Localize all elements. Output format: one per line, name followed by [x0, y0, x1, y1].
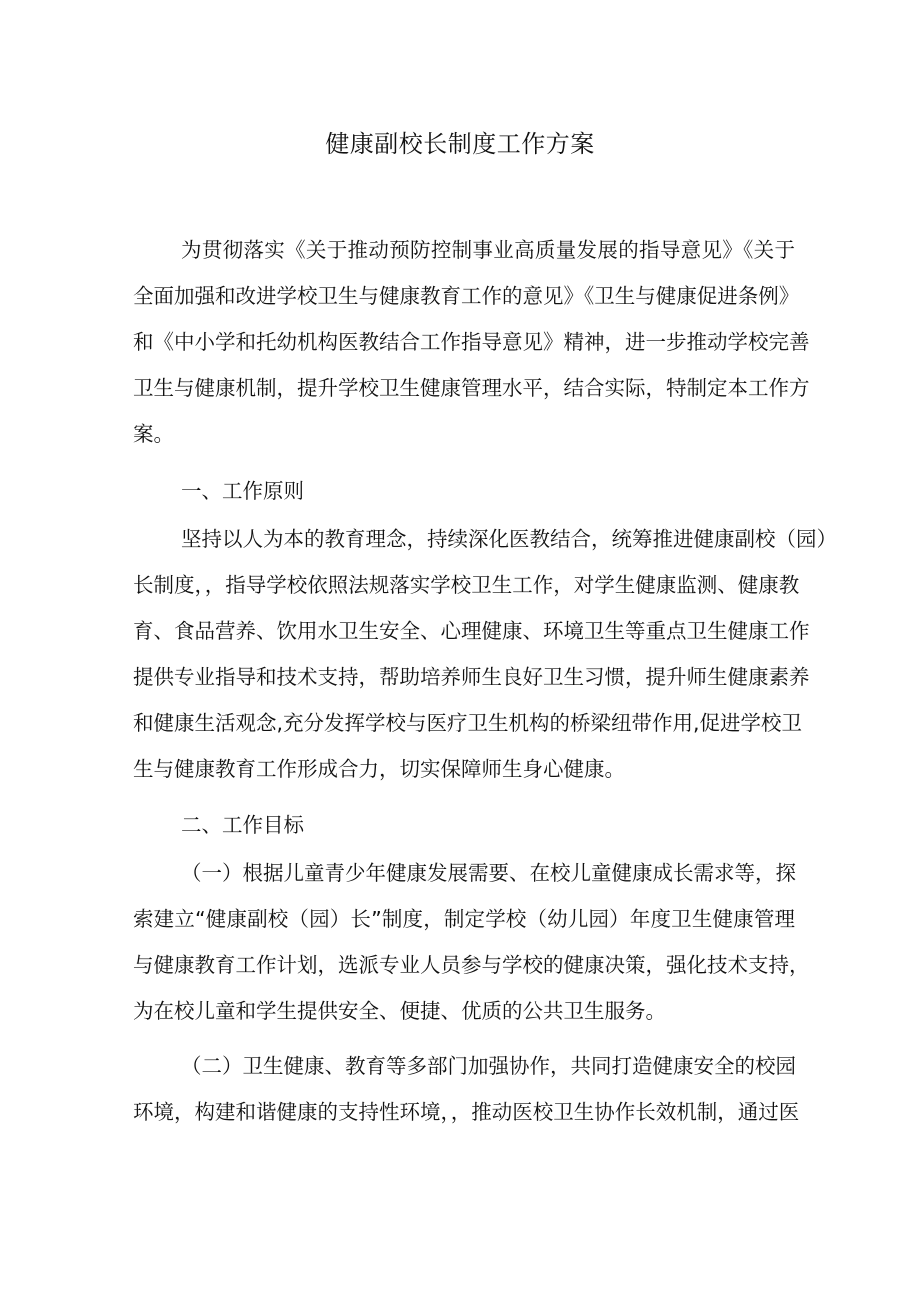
- item1-line-1: （一）根据儿童青少年健康发展需要、在校儿童健康成长需求等，探: [181, 861, 796, 885]
- section1-line-1: 坚持以人为本的教育理念，持续深化医教结合，统筹推进健康副校（园）: [181, 527, 837, 551]
- section2-heading-block: [133, 802, 795, 848]
- intro-line-4: 卫生与健康机制，提升学校卫生健康管理水平，结合实际，特制定本工作方: [133, 376, 810, 400]
- intro-line-1: 为贯彻落实《关于推动预防控制事业高质量发展的指导意见》《关于: [181, 238, 795, 262]
- document-title: 健康副校长制度工作方案: [325, 130, 595, 158]
- item1-line-3: 与健康教育工作计划，选派专业人员参与学校的健康决策，强化技术支持，: [133, 953, 810, 977]
- section1-heading: 一、工作原则: [181, 479, 304, 503]
- section1-line-5: 和健康生活观念,充分发挥学校与医疗卫生机构的桥梁纽带作用,促进学校卫: [133, 711, 803, 735]
- section2-item2-paragraph: [133, 1043, 800, 1135]
- item1-line-2: 索建立“健康副校（园）长”制度，制定学校（幼儿园）年度卫生健康管理: [133, 907, 795, 931]
- section2-heading: 二、工作目标: [181, 813, 304, 837]
- section1-paragraph: [133, 516, 837, 792]
- intro-paragraph: [133, 227, 810, 457]
- item1-line-4: 为在校儿童和学生提供安全、便捷、优质的公共卫生服务。: [133, 999, 666, 1023]
- intro-line-3: 和《中小学和托幼机构医教结合工作指导意见》精神，进一步推动学校完善: [133, 330, 810, 354]
- section1-line-6: 生与健康教育工作形成合力，切实保障师生身心健康。: [133, 757, 625, 781]
- item2-line-2: 环境，构建和谐健康的支持性环境，，推动医校卫生协作长效机制，通过医: [133, 1100, 800, 1124]
- section1-line-4: 提供专业指导和技术支持，帮助培养师生良好卫生习惯，提升师生健康素养: [133, 665, 810, 689]
- item2-line-1: （二）卫生健康、教育等多部门加强协作，共同打造健康安全的校园: [181, 1054, 796, 1078]
- section2-item1-paragraph: [133, 850, 810, 1034]
- section1-line-2: 长制度，，指导学校依照法规落实学校卫生工作，对学生健康监测、健康教: [133, 573, 800, 597]
- section1-line-3: 育、食品营养、饮用水卫生安全、心理健康、环境卫生等重点卫生健康工作: [133, 619, 810, 643]
- intro-line-2: 全面加强和改进学校卫生与健康教育工作的意见》《卫生与健康促进条例》: [133, 284, 800, 308]
- intro-line-5: 案。: [133, 422, 174, 446]
- section1-heading-block: [133, 468, 795, 514]
